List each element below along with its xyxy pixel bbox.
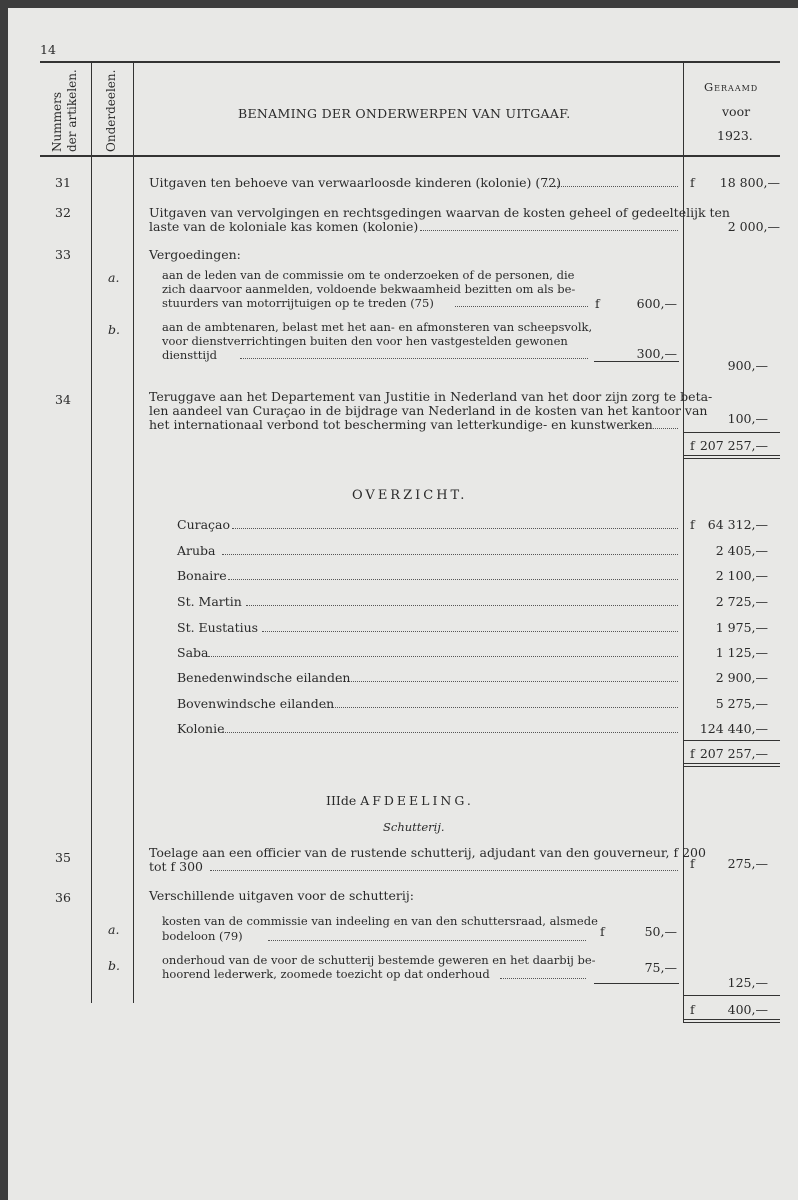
leader-dots [208, 656, 678, 657]
header-title: BENAMING DER ONDERWERPEN VAN UITGAAF. [238, 106, 571, 121]
overzicht-label: St. Eustatius [177, 620, 259, 635]
afdeeling-subtitle: Schutterij. [383, 820, 445, 834]
item-33b-line1: aan de ambtenaren, belast met het aan- en afmonsteren van scheepsvolk, [162, 320, 593, 334]
overzicht-amount: 2 100,— [715, 568, 768, 583]
overzicht-label: Kolonie [177, 721, 225, 736]
item-33-text: Vergoedingen: [149, 247, 241, 262]
item-36a-letter: a. [108, 922, 120, 937]
total-rule [683, 740, 780, 741]
item-33b-line3: diensttijd [162, 348, 218, 362]
item-33b-amount: 300,— [636, 346, 677, 361]
total-amount-1: 207 257,— [699, 438, 768, 453]
overzicht-amount: 124 440,— [699, 721, 768, 736]
currency-f: f [690, 438, 695, 453]
overzicht-label: Bonaire [177, 568, 227, 583]
total-rule-bottom [683, 763, 780, 764]
subtotal-rule [594, 361, 679, 362]
currency-f: f [690, 1002, 695, 1017]
overzicht-label: Saba [177, 645, 209, 660]
currency-f: f [690, 175, 695, 190]
header-geraamd: Geraamd [704, 80, 759, 94]
item-36a-line2: bodeloon (79) [162, 929, 243, 943]
total-rule [683, 432, 780, 433]
overzicht-label: Curaçao [177, 517, 231, 532]
leader-dots [262, 631, 678, 632]
header-year: 1923. [717, 128, 753, 143]
total-rule-bottom-double [683, 458, 780, 459]
item-35-line1: Toelage aan een officier van de rustende schutterij, adjudant van den gouverneur, f 200 [149, 845, 706, 860]
item-36b-amount: 75,— [644, 960, 677, 975]
header-col-artikelen: der artikelen. [65, 69, 79, 152]
leader-dots [500, 978, 586, 979]
item-36b-line2: hoorend lederwerk, zoomede toezicht op dat onderhoud [162, 967, 490, 981]
header-col-nummers: Nummers [50, 92, 64, 152]
leader-dots [222, 554, 678, 555]
leader-dots [268, 940, 586, 941]
item-36b-line1: onderhoud van de voor de schutterij bestemde geweren en het daarbij be- [162, 953, 596, 967]
leader-dots [620, 428, 678, 429]
overzicht-amount: 2 725,— [715, 594, 768, 609]
item-36a-line1: kosten van de commissie van indeeling en van den schuttersraad, alsmede [162, 914, 598, 928]
total-rule-bottom [683, 1019, 780, 1020]
subtotal-rule [594, 983, 679, 984]
item-33-amount: 900,— [727, 358, 768, 373]
page-number: 14 [40, 42, 56, 57]
item-34-line3: het internationaal verbond tot bescherming van letterkundige- en kunstwerken [149, 417, 653, 432]
item-36a-amount: 50,— [644, 924, 677, 939]
overzicht-amount: 2 405,— [715, 543, 768, 558]
item-31-amount: 18 800,— [719, 175, 780, 190]
leader-dots [228, 579, 678, 580]
overzicht-label: Benedenwindsche eilanden [177, 670, 351, 685]
leader-dots [545, 186, 678, 187]
col-rule-2 [133, 63, 134, 1003]
total-rule [683, 995, 780, 996]
currency-f: f [690, 746, 695, 761]
header-voor: voor [722, 104, 751, 119]
item-33b-letter: b. [108, 322, 120, 337]
leader-dots [322, 707, 678, 708]
leader-dots [232, 528, 678, 529]
header-col-onderdeelen: Onderdeelen. [104, 69, 118, 152]
leader-dots [222, 732, 678, 733]
leader-dots [420, 230, 678, 231]
item-31-text: Uitgaven ten behoeve van verwaarloosde kinderen (kolonie) (72) [149, 175, 562, 190]
overzicht-amount: 1 975,— [715, 620, 768, 635]
item-36-amount: 125,— [727, 975, 768, 990]
item-36b-letter: b. [108, 958, 120, 973]
leader-dots [336, 681, 678, 682]
item-36-number: 36 [55, 890, 71, 905]
item-35-line2: tot f 300 [149, 859, 204, 874]
total-rule-bottom [683, 455, 780, 456]
item-35-amount: 275,— [727, 856, 768, 871]
item-36-text: Verschillende uitgaven voor de schutterij: [149, 888, 414, 903]
overzicht-total-amount: 207 257,— [699, 746, 768, 761]
header-top-rule [40, 61, 780, 63]
overzicht-label: Aruba [177, 543, 216, 558]
item-32-amount: 2 000,— [727, 219, 780, 234]
item-33a-line1: aan de leden van de commissie om te onderzoeken of de personen, die [162, 268, 575, 282]
header-bottom-rule [40, 155, 780, 157]
item-32-line1: Uitgaven van vervolgingen en rechtsgedingen waarvan de kosten geheel of gedeeltelijk ten [149, 205, 730, 220]
currency-f: f [600, 924, 605, 939]
leader-dots [210, 870, 678, 871]
item-34-amount: 100,— [727, 411, 768, 426]
item-33b-line2: voor dienstverrichtingen buiten den voor hen vastgestelden gewonen [162, 334, 568, 348]
currency-f: f [690, 517, 695, 532]
overzicht-amount: 5 275,— [715, 696, 768, 711]
item-33-number: 33 [55, 247, 71, 262]
overzicht-amount: 1 125,— [715, 645, 768, 660]
col-rule-1 [91, 63, 92, 1003]
overzicht-title: OVERZICHT. [352, 488, 468, 503]
leader-dots [455, 306, 588, 307]
item-31-number: 31 [55, 175, 71, 190]
afdeeling-total-amount: 400,— [727, 1002, 768, 1017]
item-34-line2: len aandeel van Curaçao in de bijdrage van Nederland in de kosten van het kantoor van [149, 403, 708, 418]
afdeeling-title: IIIde AFDEELING. [326, 793, 474, 808]
item-32-number: 32 [55, 205, 71, 220]
item-33a-amount: 600,— [636, 296, 677, 311]
overzicht-amount: 2 900,— [715, 670, 768, 685]
overzicht-label: St. Martin [177, 594, 242, 609]
item-34-number: 34 [55, 392, 71, 407]
item-33a-line2: zich daarvoor aanmelden, voldoende bekwaamheid bezitten om als be- [162, 282, 576, 296]
item-32-line2: laste van de koloniale kas komen (kolonie) [149, 219, 419, 234]
overzicht-label: Bovenwindsche eilanden [177, 696, 335, 711]
leader-dots [240, 358, 588, 359]
item-35-number: 35 [55, 850, 71, 865]
overzicht-amount: 64 312,— [707, 517, 768, 532]
total-rule-bottom-double [683, 1022, 780, 1023]
item-34-line1: Teruggave aan het Departement van Justitie in Nederland van het door zijn zorg te beta- [149, 389, 713, 404]
item-33a-line3: stuurders van motorrijtuigen op te treden (75) [162, 296, 434, 310]
currency-f: f [690, 856, 695, 871]
total-rule-bottom-double [683, 766, 780, 767]
currency-f: f [595, 296, 600, 311]
leader-dots [246, 605, 678, 606]
item-33a-letter: a. [108, 270, 120, 285]
